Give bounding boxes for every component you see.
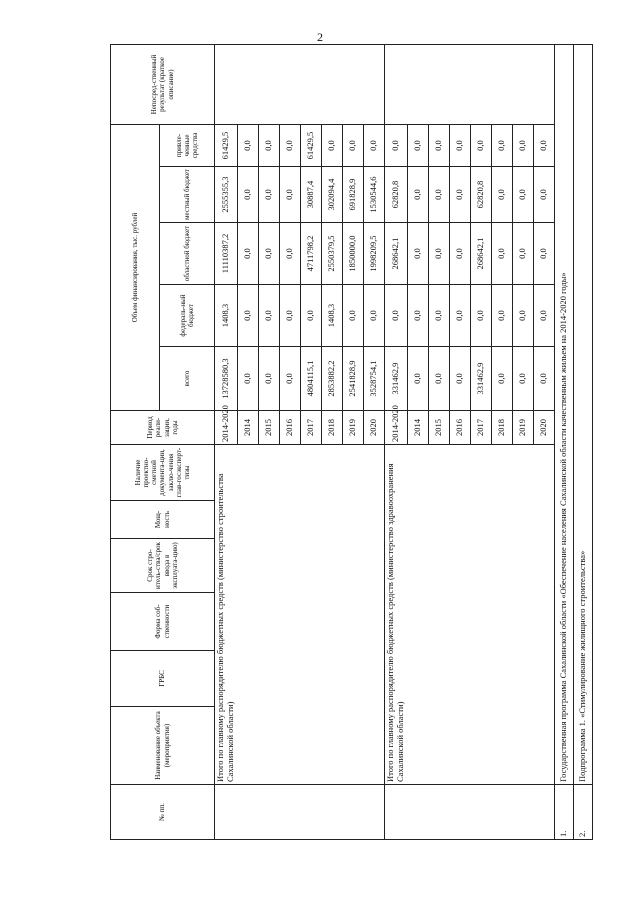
attracted-cell: 0,0: [471, 124, 492, 166]
header-capacity: Мощ-ность: [111, 501, 215, 539]
period-cell: 2020: [364, 411, 385, 445]
header-result: Непосред-ственный результат (краткое описание): [111, 44, 215, 124]
regional-cell: 1998209,5: [364, 223, 385, 285]
row-num-cell: [215, 785, 385, 840]
attracted-cell: 61429,5: [301, 124, 322, 166]
attracted-cell: 0,0: [534, 124, 555, 166]
local-cell: 0,0: [259, 167, 280, 223]
header-design-docs: Наличие проектно-сметной документа-ции, заклю-чения глав-госэксперт-тизы: [111, 445, 215, 501]
header-ownership: Форма соб-ственности: [111, 593, 215, 651]
total-cell: 0,0: [429, 347, 450, 411]
total-cell: 0,0: [513, 347, 534, 411]
table-row: [385, 44, 408, 839]
federal-cell: 0,0: [280, 285, 301, 347]
row-num-cell: [385, 785, 555, 840]
regional-cell: 11110387,2: [215, 223, 238, 285]
regional-cell: 0,0: [429, 223, 450, 285]
period-cell: 2015: [429, 411, 450, 445]
federal-cell: 0,0: [343, 285, 364, 347]
regional-cell: 0,0: [408, 223, 429, 285]
table-row: [555, 44, 574, 839]
local-cell: 0,0: [429, 167, 450, 223]
attracted-cell: 0,0: [492, 124, 513, 166]
page-number: 2: [317, 30, 323, 44]
local-cell: 0,0: [534, 167, 555, 223]
group-name: Итого по главному распорядителю бюджетных средств (министерство строительства Сахалинской области): [215, 445, 385, 785]
total-cell: 331462,9: [385, 347, 408, 411]
attracted-cell: 0,0: [343, 124, 364, 166]
attracted-cell: 61429,5: [215, 124, 238, 166]
total-cell: 0,0: [408, 347, 429, 411]
header-funding-group: Объем финансирования, тыс. рублей: [111, 124, 160, 410]
period-cell: 2017: [301, 411, 322, 445]
attracted-cell: 0,0: [408, 124, 429, 166]
total-cell: 0,0: [280, 347, 301, 411]
total-cell: 0,0: [450, 347, 471, 411]
local-cell: 0,0: [238, 167, 259, 223]
federal-cell: 0,0: [513, 285, 534, 347]
federal-cell: 0,0: [238, 285, 259, 347]
period-cell: 2016: [280, 411, 301, 445]
period-cell: 2019: [343, 411, 364, 445]
federal-cell: 0,0: [492, 285, 513, 347]
attracted-cell: 0,0: [429, 124, 450, 166]
header-federal: федераль-ный бюджет: [160, 285, 215, 347]
header-total: всего: [160, 347, 215, 411]
group-name: Итого по главному распорядителю бюджетных средств (министерство здравоохранения Сахалинской области): [385, 445, 555, 785]
local-cell: 62820,8: [385, 167, 408, 223]
attracted-cell: 0,0: [385, 124, 408, 166]
period-cell: 2019: [513, 411, 534, 445]
local-cell: 302094,4: [322, 167, 343, 223]
attracted-cell: 0,0: [259, 124, 280, 166]
header-period: Период реали-зации, годы: [111, 411, 215, 445]
result-cell: [385, 44, 555, 124]
regional-cell: 0,0: [450, 223, 471, 285]
federal-cell: 0,0: [450, 285, 471, 347]
total-cell: 0,0: [492, 347, 513, 411]
period-cell: 2020: [534, 411, 555, 445]
footer-num: 1.: [555, 785, 574, 840]
federal-cell: 0,0: [429, 285, 450, 347]
attracted-cell: 0,0: [450, 124, 471, 166]
regional-cell: 4711798,2: [301, 223, 322, 285]
local-cell: 2555355,3: [215, 167, 238, 223]
table-row: [574, 44, 593, 839]
total-cell: 0,0: [259, 347, 280, 411]
local-cell: 691828,9: [343, 167, 364, 223]
period-cell: 2014: [408, 411, 429, 445]
header-grbs: ГРБС: [111, 651, 215, 707]
local-cell: 62820,8: [471, 167, 492, 223]
funding-table: [110, 44, 593, 840]
footer-text: Подпрограмма 1. «Стимулирование жилищного строительства»: [574, 44, 593, 784]
regional-cell: 268642,1: [471, 223, 492, 285]
attracted-cell: 0,0: [364, 124, 385, 166]
period-cell: 2017: [471, 411, 492, 445]
federal-cell: 0,0: [364, 285, 385, 347]
total-cell: 13728580,3: [215, 347, 238, 411]
header-name: Наименование объекта (мероприятия): [111, 707, 215, 785]
federal-cell: 0,0: [471, 285, 492, 347]
regional-cell: 0,0: [492, 223, 513, 285]
attracted-cell: 0,0: [238, 124, 259, 166]
total-cell: 3528754,1: [364, 347, 385, 411]
period-cell: 2016: [450, 411, 471, 445]
federal-cell: 0,0: [534, 285, 555, 347]
total-cell: 0,0: [238, 347, 259, 411]
total-cell: 2541828,9: [343, 347, 364, 411]
regional-cell: 0,0: [513, 223, 534, 285]
federal-cell: 0,0: [385, 285, 408, 347]
regional-cell: 2550379,5: [322, 223, 343, 285]
footer-num: 2.: [574, 785, 593, 840]
federal-cell: 0,0: [301, 285, 322, 347]
period-cell: 2014-2020: [215, 411, 238, 445]
regional-cell: 268642,1: [385, 223, 408, 285]
total-cell: 4804115,1: [301, 347, 322, 411]
regional-cell: 0,0: [259, 223, 280, 285]
regional-cell: 1850000,0: [343, 223, 364, 285]
footer-text: Государственная программа Сахалинской области «Обеспечение населения Сахалинской области качественным жильем на 2014-2020 годы»: [555, 44, 574, 784]
local-cell: 0,0: [450, 167, 471, 223]
attracted-cell: 0,0: [322, 124, 343, 166]
attracted-cell: 0,0: [513, 124, 534, 166]
regional-cell: 0,0: [238, 223, 259, 285]
federal-cell: 0,0: [408, 285, 429, 347]
header-local: местный бюджет: [160, 167, 215, 223]
total-cell: 0,0: [534, 347, 555, 411]
period-cell: 2015: [259, 411, 280, 445]
regional-cell: 0,0: [280, 223, 301, 285]
total-cell: 2853882,2: [322, 347, 343, 411]
federal-cell: 0,0: [259, 285, 280, 347]
header-term: Срок стро-итель-ства/срок ввода в эксплуата-цию): [111, 539, 215, 593]
local-cell: 0,0: [408, 167, 429, 223]
header-num: № пп.: [111, 785, 215, 840]
period-cell: 2014-2020: [385, 411, 408, 445]
federal-cell: 1408,3: [215, 285, 238, 347]
local-cell: 0,0: [280, 167, 301, 223]
local-cell: 0,0: [513, 167, 534, 223]
local-cell: 0,0: [492, 167, 513, 223]
attracted-cell: 0,0: [280, 124, 301, 166]
table-row: [215, 44, 238, 839]
local-cell: 1530544,6: [364, 167, 385, 223]
header-attracted: привле-ченные средства: [160, 124, 215, 166]
rotated-sheet: [110, 45, 588, 840]
period-cell: 2018: [322, 411, 343, 445]
header-regional: областной бюджет: [160, 223, 215, 285]
period-cell: 2014: [238, 411, 259, 445]
header-row-1: [111, 44, 160, 839]
federal-cell: 1408,3: [322, 285, 343, 347]
period-cell: 2018: [492, 411, 513, 445]
total-cell: 331462,9: [471, 347, 492, 411]
regional-cell: 0,0: [534, 223, 555, 285]
result-cell: [215, 44, 385, 124]
local-cell: 30887,4: [301, 167, 322, 223]
